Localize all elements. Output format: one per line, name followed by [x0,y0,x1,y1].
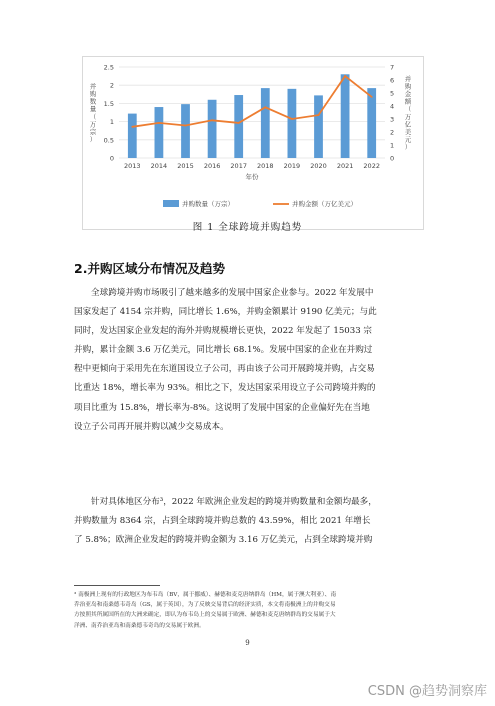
paragraph-1 [74,284,424,437]
cross-border-ma-chart [83,57,423,229]
y-left-tick-label: 0.5 [103,136,114,145]
line-point [238,122,240,124]
y-right-axis-label: 并购金额（万亿美元） [404,74,412,152]
paragraph-line: 同时，发达国家企业发起的海外并购规模增长更快，2022 年发起了 15033 宗 [74,326,373,337]
footnote-line: 方按照其所属国所在的大洲来确定，即认为布韦岛上的交易属于欧洲、赫德和麦克唐纳群岛的交易属于大 [74,612,336,619]
y-right-tick-label: 4 [390,102,395,111]
watermark: CSDN @趋势洞察库 [367,684,487,699]
legend-swatch-bar [163,200,179,207]
paragraph-line: 设立子公司再开展并购以减少交易成本。 [74,421,229,432]
paragraph-line: 国家发起了 4154 宗并购，同比增长 1.6%，并购金额累计 9190 亿美元；与此 [74,307,377,318]
bar [314,95,323,158]
bar [208,100,217,158]
bar [288,89,297,158]
line-point [264,106,266,108]
y-left-axis-label: 并购数量（万宗） [89,82,97,144]
x-tick-label: 2017 [230,162,247,170]
y-right-tick-label: 0 [390,154,395,163]
paragraph-line: 程中更倾向于采用先在东道国设立子公司，再由该子公司开展跨境并购，占交易 [74,364,375,375]
bar [367,88,376,158]
paragraph-2 [74,493,424,550]
y-right-tick-label: 1 [390,141,395,150]
chart-container [82,56,424,230]
line-point [371,96,373,98]
y-left-tick-label: 2 [109,81,114,90]
y-right-tick-label: 2 [390,128,395,137]
x-tick-label: 2021 [336,162,354,170]
y-right-tick-label: 7 [390,63,395,72]
bar [128,114,137,158]
series-line [132,76,371,127]
bar [181,104,190,158]
bar [261,88,270,158]
footnote-line: ³ 南极洲上现有的行政地区为布韦岛（BV，属于挪威）、赫德和麦克唐纳群岛（HM，属于澳大利亚）、南 [74,592,337,598]
paragraph-line: 并购数量为 8364 宗，占到全球跨境并购总数的 43.59%，相比 2021 年增长 [74,516,371,527]
y-right-tick-label: 6 [390,76,395,85]
paragraph-line: 针对具体地区分布³，2022 年欧洲企业发起的跨境并购数量和金额均最多， [91,497,377,507]
line-point [318,114,320,116]
x-tick-label: 2022 [363,162,380,170]
x-axis-label: 年份 [245,173,259,181]
y-left-tick-label: 0 [109,154,114,163]
page-number: 9 [245,639,250,647]
x-tick-label: 2020 [310,162,327,170]
line-point [211,119,213,121]
y-right-tick-label: 3 [390,115,395,124]
bar [155,107,164,158]
line-point [158,122,160,124]
x-tick-label: 2014 [150,162,168,170]
y-left-tick-label: 1.5 [103,99,114,108]
footnote-divider [74,585,160,586]
y-right-tick-label: 5 [390,89,395,98]
x-tick-label: 2019 [283,162,301,170]
x-tick-label: 2013 [124,162,141,170]
line-point [185,125,187,127]
y-left-tick-label: 1 [109,118,114,127]
x-tick-label: 2016 [203,162,221,170]
paragraph-line: 全球跨境并购市场吸引了越来越多的发展中国家企业参与。2022 年发展中 [91,288,374,298]
figure-caption: 图 1 全球跨境并购趋势 [192,222,303,233]
y-left-tick-label: 2.5 [103,63,114,72]
line-point [131,126,133,128]
bar [341,74,350,158]
footnote-line: 洋洲、南乔治亚岛和南桑德韦奇岛的交易属于欧洲。 [74,622,205,629]
x-tick-label: 2015 [177,162,194,170]
line-point [344,75,346,77]
footnote [74,590,426,631]
paragraph-line: 并购，累计金额 3.6 万亿美元，同比增长 68.1%。发展中国家的企业在并购过 [74,345,373,356]
paragraph-line: 比重达 18%，增长率为 93%。相比之下，发达国家采用设立子公司跨境并购的 [74,383,376,394]
legend-label-line: 并购金额（万亿美元） [292,200,357,208]
footnote-line: 乔治亚岛和南桑德韦奇岛（GS，属于英国），为了反映交易背后的经济实质，本文将南极洲上的并购交易 [74,602,336,609]
bar [234,95,243,158]
x-tick-label: 2018 [257,162,274,170]
line-point [291,118,293,120]
paragraph-line: 了 5.8%；欧洲企业发起的跨境并购金额为 3.16 万亿美元，占到全球跨境并购 [74,535,373,546]
section-heading: 2.并购区域分布情况及趋势 [74,261,225,276]
legend-label-bar: 并购数量（万宗） [182,200,234,208]
paragraph-line: 项目比重为 15.8%，增长率为-8%。这说明了发展中国家的企业偏好先在当地 [74,402,370,413]
